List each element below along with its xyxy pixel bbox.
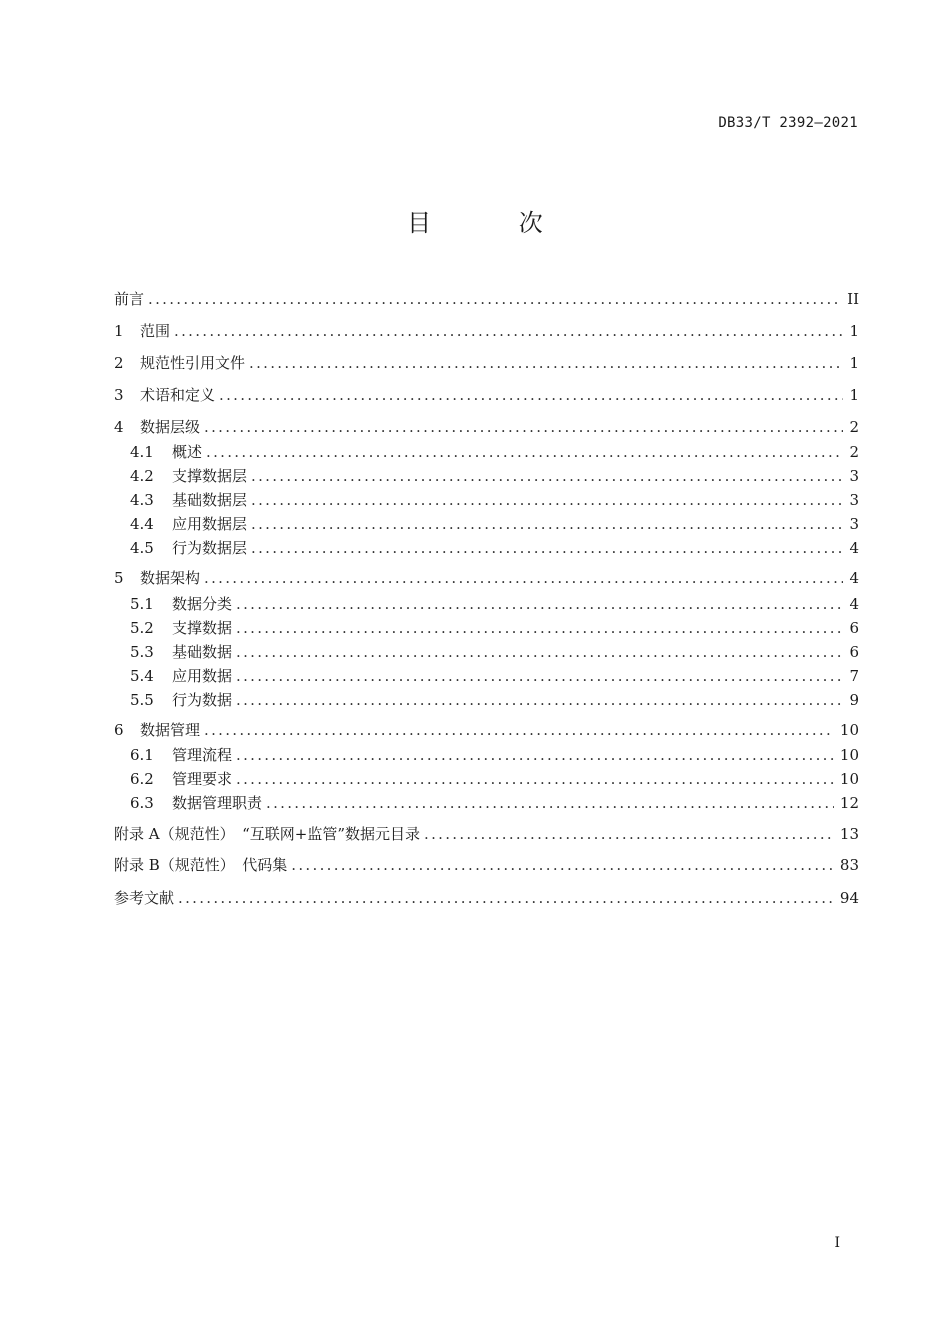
toc-entry-page: 10 xyxy=(839,721,859,739)
toc-entry-number: 4.1 xyxy=(130,443,154,461)
toc-entry-page: 6 xyxy=(849,643,859,661)
toc-entry[interactable] xyxy=(114,352,859,374)
toc-entry[interactable] xyxy=(114,288,859,310)
toc-entry-label: 数据管理职责 xyxy=(172,794,263,812)
toc-entry-label: 支撑数据 xyxy=(172,619,233,637)
toc-entry-number: 5.1 xyxy=(130,595,154,613)
toc-entry[interactable] xyxy=(130,665,859,687)
toc-entry-page: 3 xyxy=(849,467,859,485)
toc-entry-label: 术语和定义 xyxy=(140,386,216,404)
toc-entry-page: 10 xyxy=(839,746,859,764)
toc-entry-number: 6.1 xyxy=(130,746,154,764)
toc-entry[interactable] xyxy=(114,416,859,438)
toc-entry-number: 5.5 xyxy=(130,691,154,709)
toc-entry-label: 基础数据 xyxy=(172,643,233,661)
toc-entry-number: 5.3 xyxy=(130,643,154,661)
toc-entry-page: 2 xyxy=(849,443,859,461)
toc-entry-label: 参考文献 xyxy=(114,889,175,907)
toc-entry-number: 3 xyxy=(114,386,124,404)
toc-entry-page: 6 xyxy=(849,619,859,637)
toc-entry-label: 数据架构 xyxy=(140,569,201,587)
toc-entry[interactable] xyxy=(130,689,859,711)
toc-leader-dots xyxy=(236,643,843,661)
toc-entry-label: 行为数据层 xyxy=(172,539,248,557)
page-number: I xyxy=(834,1235,840,1251)
toc-leader-dots xyxy=(251,467,843,485)
toc-entry-page: 2 xyxy=(849,418,859,436)
toc-entry-page: 7 xyxy=(849,667,859,685)
toc-entry-label: 前言 xyxy=(114,290,145,308)
toc-entry[interactable] xyxy=(130,489,859,511)
toc-entry-label: 附录 A（规范性） “互联网+监管”数据元目录 xyxy=(114,825,421,843)
toc-entry[interactable] xyxy=(114,384,859,406)
toc-entry-page: 4 xyxy=(849,595,859,613)
toc-entry-label: 数据管理 xyxy=(140,721,201,739)
toc-entry-number: 4.3 xyxy=(130,491,154,509)
toc-entry-label: 管理要求 xyxy=(172,770,233,788)
toc-entry-page: 4 xyxy=(849,539,859,557)
toc-leader-dots xyxy=(148,290,841,308)
toc-entry-page: 94 xyxy=(839,889,859,907)
toc-entry[interactable] xyxy=(114,854,859,876)
toc-leader-dots xyxy=(266,794,834,812)
toc-entry-label: 概述 xyxy=(172,443,203,461)
toc-entry[interactable] xyxy=(130,593,859,615)
toc-entry-label: 数据层级 xyxy=(140,418,201,436)
toc-leader-dots xyxy=(249,354,843,372)
toc-leader-dots xyxy=(219,386,843,404)
toc-entry[interactable] xyxy=(130,617,859,639)
toc-leader-dots xyxy=(236,770,834,788)
toc-entry-page: 3 xyxy=(849,491,859,509)
toc-entry-label: 数据分类 xyxy=(172,595,233,613)
toc-leader-dots xyxy=(236,619,843,637)
toc-entry-page: 4 xyxy=(849,569,859,587)
toc-entry-page: 13 xyxy=(839,825,859,843)
toc-entry[interactable] xyxy=(130,513,859,535)
toc-entry[interactable] xyxy=(130,441,859,463)
toc-leader-dots xyxy=(291,856,834,874)
toc-leader-dots xyxy=(204,721,834,739)
toc-leader-dots xyxy=(204,418,843,436)
toc-entry-number: 5 xyxy=(114,569,124,587)
document-code: DB33/T 2392—2021 xyxy=(718,115,858,131)
toc-entry[interactable] xyxy=(114,320,859,342)
toc-entry-label: 应用数据层 xyxy=(172,515,248,533)
toc-entry-number: 4.2 xyxy=(130,467,154,485)
toc-leader-dots xyxy=(174,322,843,340)
toc-entry-page: 1 xyxy=(849,322,859,340)
toc-entry-label: 行为数据 xyxy=(172,691,233,709)
toc-entry-page: 9 xyxy=(849,691,859,709)
toc-entry-page: 1 xyxy=(849,354,859,372)
toc-leader-dots xyxy=(236,595,843,613)
toc-entry-label: 附录 B（规范性） 代码集 xyxy=(114,856,288,874)
toc-entry-page: 12 xyxy=(839,794,859,812)
toc-entry-label: 管理流程 xyxy=(172,746,233,764)
toc-entry-page: 1 xyxy=(849,386,859,404)
toc-entry[interactable] xyxy=(114,887,859,909)
toc-entry-number: 6.2 xyxy=(130,770,154,788)
toc-entry[interactable] xyxy=(114,719,859,741)
toc-entry-number: 4.4 xyxy=(130,515,154,533)
toc-leader-dots xyxy=(236,691,843,709)
toc-entry-page: 83 xyxy=(839,856,859,874)
toc-title: 目 次 xyxy=(407,209,583,237)
toc-entry-number: 4.5 xyxy=(130,539,154,557)
toc-entry-number: 2 xyxy=(114,354,124,372)
toc-entry-label: 范围 xyxy=(140,322,171,340)
toc-entry[interactable] xyxy=(130,792,859,814)
toc-leader-dots xyxy=(178,889,834,907)
toc-entry[interactable] xyxy=(130,465,859,487)
toc-leader-dots xyxy=(236,667,843,685)
toc-entry-label: 规范性引用文件 xyxy=(140,354,246,372)
toc-leader-dots xyxy=(236,746,834,764)
toc-entry-page: 3 xyxy=(849,515,859,533)
toc-entry-number: 5.4 xyxy=(130,667,154,685)
toc-entry-number: 5.2 xyxy=(130,619,154,637)
toc-entry[interactable] xyxy=(114,823,859,845)
toc-entry[interactable] xyxy=(130,641,859,663)
toc-entry-number: 1 xyxy=(114,322,124,340)
toc-entry-label: 基础数据层 xyxy=(172,491,248,509)
toc-leader-dots xyxy=(251,539,843,557)
toc-leader-dots xyxy=(251,515,843,533)
toc-entry[interactable] xyxy=(130,768,859,790)
toc-leader-dots xyxy=(424,825,834,843)
toc-entry-page: 10 xyxy=(839,770,859,788)
toc-entry[interactable] xyxy=(130,537,859,559)
toc-entry-page: II xyxy=(847,290,859,308)
toc-leader-dots xyxy=(206,443,843,461)
toc-entry-number: 6 xyxy=(114,721,124,739)
toc-entry-number: 6.3 xyxy=(130,794,154,812)
toc-entry-number: 4 xyxy=(114,418,124,436)
toc-entry[interactable] xyxy=(114,567,859,589)
toc-leader-dots xyxy=(251,491,843,509)
toc-leader-dots xyxy=(204,569,843,587)
toc-entry-label: 应用数据 xyxy=(172,667,233,685)
toc-entry-label: 支撑数据层 xyxy=(172,467,248,485)
toc-entry[interactable] xyxy=(130,744,859,766)
